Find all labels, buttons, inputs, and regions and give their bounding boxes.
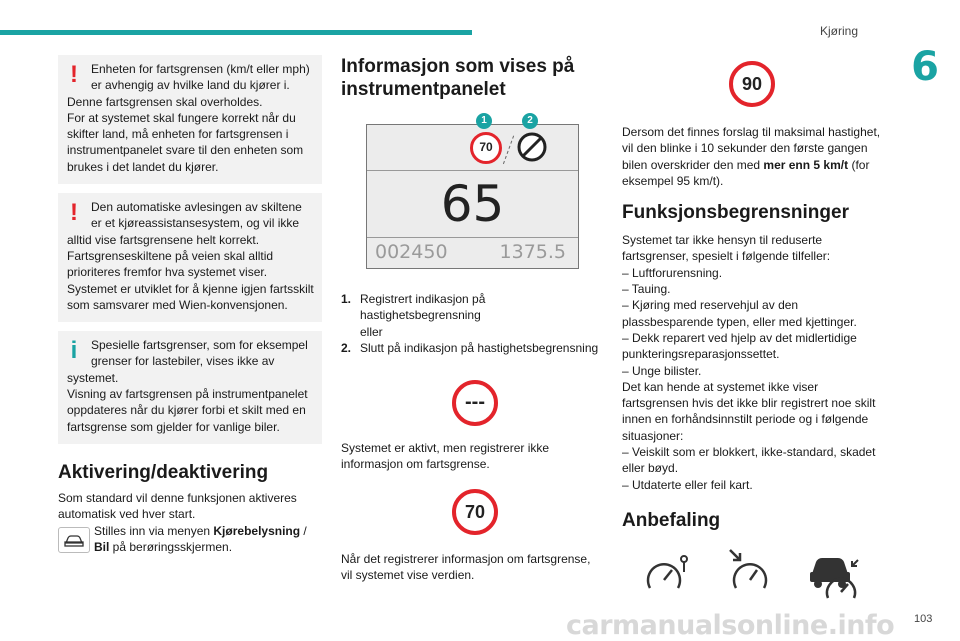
text-no-info: Systemet er aktivt, men registrerer ikke informasjon om fartsgrense.: [341, 441, 550, 472]
list-item: Det kan hende at systemet ikke viser fartsgrensen hvis det ikke blir registrert noe skilt innen en forhåndsinnstilt periode og i følgende situasjoner:: [622, 379, 876, 443]
column-left: [58, 55, 322, 555]
list-item: – Kjøring med reservehjul av den plassbesparende typen, eller med kjettinger.: [622, 298, 857, 329]
divider-dashes: [503, 136, 515, 165]
menu-text: Stilles inn via menyen Kjørebelysning / Bil på berøringsskjermen.: [94, 523, 307, 554]
list-item: 1. Registrert indikasjon på hastighetsbegrensning eller: [341, 292, 486, 339]
list-item: – Utdaterte eller feil kart.: [622, 477, 753, 492]
list-item: – Veiskilt som er blokkert, ikke-standard, skadet eller bøyd.: [622, 445, 876, 476]
end-of-limit-sign: [516, 131, 548, 163]
adaptive-cruise-icon: [808, 548, 864, 600]
limitations-list: [622, 232, 884, 493]
speed-readout: 65: [440, 175, 505, 233]
section-title: Kjøring: [820, 24, 859, 38]
text-shows-value: Når det registrerer informasjon om fartsgrense, vil systemet vise verdien.: [341, 551, 591, 583]
list-item: 2. Slutt på indikasjon på hastighetsbegrensning: [341, 340, 599, 355]
flash-text: Dersom det finnes forslag til maksimal hastighet, vil den blinke i 10 sekunder den første gangen bilen overskrider den med mer enn 5 km/t (for eksempel 95 km/t).: [622, 125, 881, 188]
heading-recommendation: Anbefaling: [622, 509, 721, 531]
recommendation-icons: [622, 548, 884, 604]
warning-text: Denne fartsgrensen skal overholdes. For at systemet skal fungere korrekt når du skifter land, må enheten for fartsgrensen i instrumentpanelet svare til den enheten som brukes i det landet du kjører.: [67, 94, 304, 174]
no-limit-detected-sign: ---: [452, 380, 498, 426]
warning-box-reading: [58, 193, 322, 322]
list-item: – Unge bilister.: [622, 363, 702, 378]
page-number: 103: [914, 613, 933, 625]
header-accent-bar: [0, 30, 472, 35]
trip-meter: 1375.5: [499, 241, 566, 263]
watermark: carmanualsonline.info: [566, 610, 895, 641]
info-lead: Spesielle fartsgrenser, som for eksempel grenser for lastebiler, vises ikke av: [91, 338, 308, 369]
speed-limiter-icon: [644, 554, 694, 594]
callout-badge-1: 1: [476, 113, 492, 129]
speed-limit-sign: 70: [470, 132, 502, 164]
list-item: Systemet tar ikke hensyn til reduserte fartsgrenser, spesielt i følgende tilfeller:: [622, 233, 831, 264]
info-text: systemet. Visning av fartsgrensen på instrumentpanelet oppdateres når du kjører forbi et skilt med en fartsgrense som gjelder for vanlige biler.: [67, 370, 308, 434]
warning-text: alltid vise fartsgrensene helt korrekt. Fartsgrenseskiltene på veien skal alltid prioriteres fremfor hva systemet viser. Systemet er utviklet for å kjenne igjen fartsskilt som samsvarer med Wien-konvensjonen.: [67, 232, 314, 312]
heading-limitations: Funksjonsbegrensninger: [622, 202, 849, 224]
odometer: 002450: [375, 241, 448, 263]
car-settings-icon: [58, 527, 90, 553]
column-middle: [341, 55, 603, 583]
warning-icon: !: [70, 61, 78, 88]
list-item: – Dekk reparert ved hjelp av det midlertidige punkteringsreparasjonssettet.: [622, 330, 857, 362]
callout-list: [341, 291, 603, 356]
callout-badge-2: 2: [522, 113, 538, 129]
list-item: – Tauing.: [622, 282, 671, 297]
instrument-display-illustration: [366, 115, 579, 269]
column-right: [622, 55, 884, 604]
warning-box-unit: [58, 55, 322, 184]
warning-lead: Den automatiske avlesingen av skiltene er et kjøreassistansesystem, og vil ikke: [91, 200, 302, 231]
list-item: – Luftforurensning.: [622, 265, 723, 280]
heading-display-info: Informasjon som vises på instrumentpanelet: [341, 56, 575, 100]
info-icon: i: [70, 337, 78, 365]
chapter-number: 6: [911, 44, 939, 90]
menu-instruction: [58, 523, 322, 556]
flashing-limit-sign: 90: [727, 61, 777, 111]
cruise-control-icon: [726, 548, 772, 594]
info-box-special-limits: [58, 331, 322, 444]
heading-activation: Aktivering/deaktivering: [58, 461, 269, 483]
activation-intro: Som standard vil denne funksjonen aktiveres automatisk ved hver start.: [58, 490, 297, 522]
detected-limit-sign: 70: [452, 489, 498, 535]
warning-lead: Enheten for fartsgrensen (km/t eller mph) er avhengig av hvilke land du kjører i.: [91, 62, 310, 93]
warning-icon: !: [70, 199, 78, 227]
